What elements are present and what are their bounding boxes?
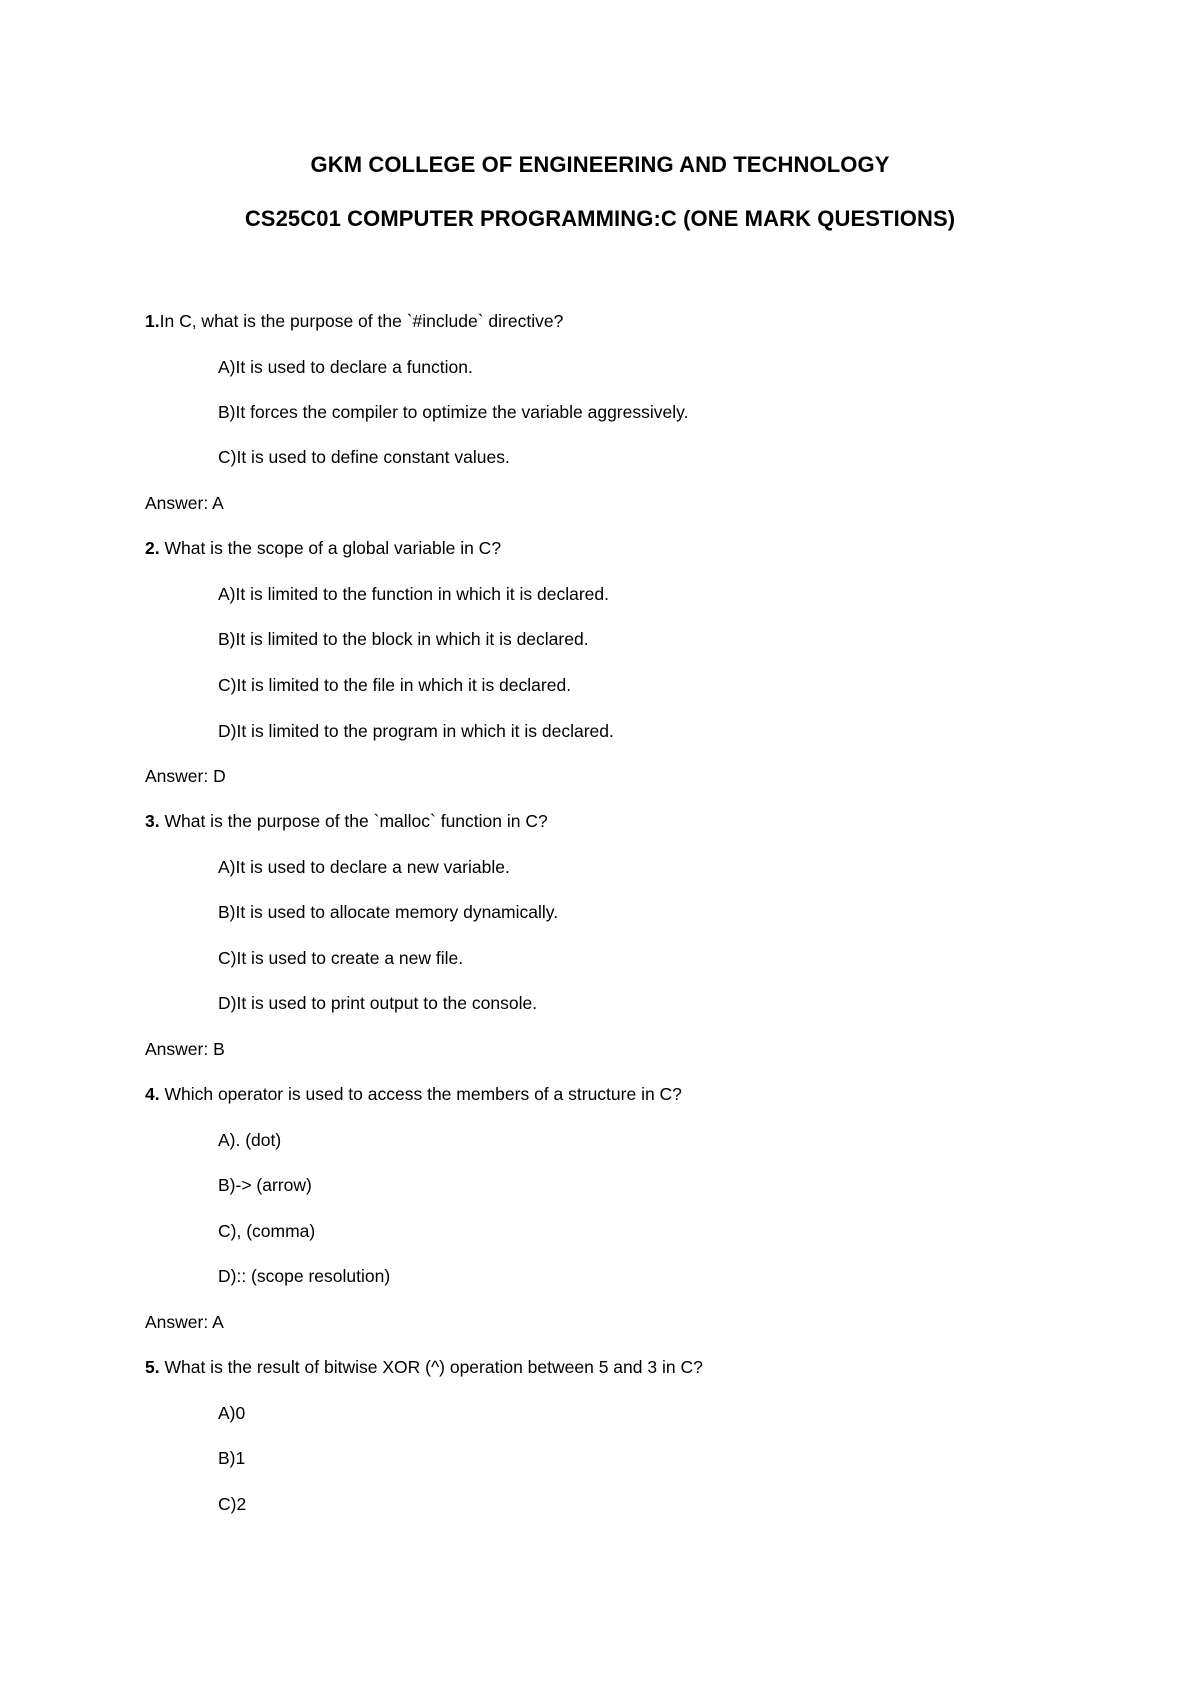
option: B)-> (arrow) [218,1175,312,1195]
question-4 [145,1083,682,1105]
option: A)0 [218,1403,246,1423]
option: C), (comma) [218,1221,316,1241]
question-1 [145,310,563,332]
question-text: Which operator is used to access the members of a structure in C? [159,1084,682,1104]
question-2 [145,537,501,559]
question-number: 5. [145,1357,160,1377]
option: B)It is used to allocate memory dynamically. [218,902,559,922]
question-text: What is the scope of a global variable in C? [159,538,502,558]
option: B)1 [218,1448,246,1468]
option: A)It is used to declare a new variable. [218,857,510,877]
option: C)It is limited to the file in which it is declared. [218,675,572,695]
question-number: 1. [145,311,160,331]
college-title: GKM COLLEGE OF ENGINEERING AND TECHNOLOGY [310,152,890,177]
option: B)It is limited to the block in which it is declared. [218,629,589,649]
answer: Answer: A [145,1312,224,1332]
option: D)It is used to print output to the console. [218,993,538,1013]
option: B)It forces the compiler to optimize the variable aggressively. [218,402,689,422]
question-3 [145,810,548,832]
option: C)It is used to define constant values. [218,447,510,467]
option: D)It is limited to the program in which it is declared. [218,721,614,741]
option: C)It is used to create a new file. [218,948,464,968]
answer: Answer: A [145,493,224,513]
question-5 [145,1356,703,1378]
question-number: 2. [145,538,160,558]
question-number: 3. [145,811,160,831]
option: A)It is limited to the function in which it is declared. [218,584,610,604]
question-number: 4. [145,1084,160,1104]
answer: Answer: D [145,766,226,786]
option: D):: (scope resolution) [218,1266,391,1286]
course-title: CS25C01 COMPUTER PROGRAMMING:C (ONE MARK QUESTIONS) [244,206,956,231]
option: A)It is used to declare a function. [218,357,473,377]
question-text: What is the result of bitwise XOR (^) operation between 5 and 3 in C? [159,1357,703,1377]
answer: Answer: B [145,1039,225,1059]
question-text: In C, what is the purpose of the `#include` directive? [159,311,564,331]
option: A). (dot) [218,1130,282,1150]
option: C)2 [218,1494,247,1514]
question-text: What is the purpose of the `malloc` function in C? [159,811,548,831]
